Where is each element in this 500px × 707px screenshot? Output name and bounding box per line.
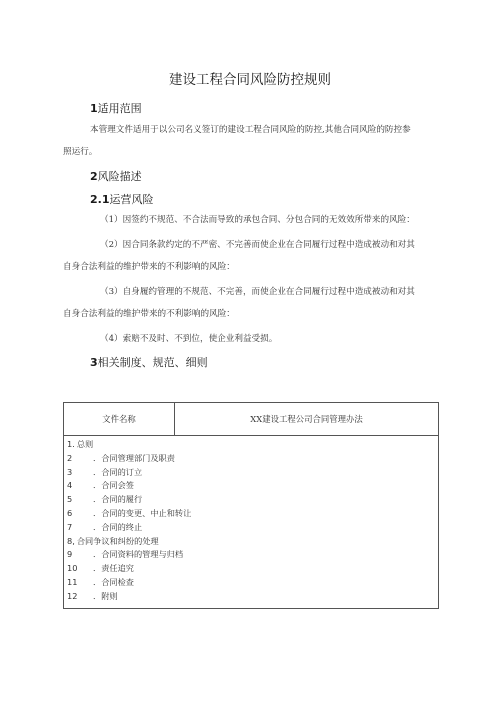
- list-item: [67, 466, 435, 480]
- item-number: 9: [67, 549, 73, 560]
- section-title: 风险描述: [97, 170, 142, 183]
- item-number: 12: [67, 590, 78, 601]
- list-item: [67, 507, 435, 521]
- section-title: 运营风险: [109, 193, 154, 206]
- section-2-1-heading: [90, 191, 154, 207]
- risk-item-3-line-2: 自身合法利益的维护带来的不利影响的风险：: [63, 309, 235, 319]
- scope-paragraph-line-1: 本管理文件适用于以公司名义签订的建设工程合同风险的防控,其他合同风险的防控参: [90, 125, 411, 135]
- list-item: [67, 438, 435, 452]
- item-text: ．附则: [93, 590, 118, 601]
- item-number: 8,: [67, 535, 75, 546]
- section-title: 相关制度、规范、细则: [97, 356, 208, 369]
- related-rules-table: [63, 402, 439, 609]
- item-number: 11: [67, 576, 78, 587]
- item-number: 3: [67, 466, 73, 477]
- table-body-row: [64, 436, 439, 609]
- section-3-heading: [90, 354, 208, 370]
- risk-item-4: （4）索赔不及时、不到位，使企业利益受损。: [100, 334, 278, 344]
- item-number: 1.: [67, 439, 75, 449]
- section-2-heading: [90, 168, 142, 184]
- risk-item-1: （1）因签约不规范、不合法而导致的承包合同、分包合同的无效效所带来的风险：: [100, 215, 415, 225]
- list-item: [67, 548, 435, 562]
- section-number: 2: [90, 170, 98, 183]
- item-text: ．合同会签: [93, 480, 134, 491]
- item-number: 4: [67, 480, 73, 491]
- item-text: ．合同的履行: [93, 494, 143, 505]
- section-number: 1: [90, 102, 98, 115]
- item-number: 2: [67, 452, 73, 463]
- item-text: ．合同检查: [93, 576, 134, 587]
- item-number: 10: [67, 563, 78, 574]
- section-number: 3: [90, 356, 98, 369]
- list-item: [67, 562, 435, 576]
- list-item: [67, 535, 435, 549]
- list-item: [67, 590, 435, 604]
- risk-item-2-line-2: 自身合法利益的维护带来的不利影响的风险：: [63, 262, 235, 272]
- list-item: [67, 493, 435, 507]
- scope-paragraph-line-2: 照运行。: [63, 147, 98, 157]
- item-text: ．合同管理部门及职责: [93, 452, 175, 463]
- item-text: 总则: [76, 439, 94, 449]
- list-item: [67, 452, 435, 466]
- document-title: 建设工程合同风险防控规则: [169, 72, 331, 88]
- section-number: 2.1: [90, 193, 110, 206]
- section-1-heading: [90, 100, 142, 116]
- list-item: [67, 521, 435, 535]
- item-number: 6: [67, 507, 73, 518]
- file-name-value: XX建设工程公司合同管理办法: [175, 403, 439, 436]
- list-item: [67, 576, 435, 590]
- item-text: ．责任追究: [93, 563, 134, 574]
- item-number: 7: [67, 521, 73, 532]
- item-text: ．合同资料的管理与归档: [93, 549, 184, 560]
- section-title: 适用范围: [97, 102, 142, 115]
- item-text: ．合同的变更、中止和转让: [93, 507, 192, 518]
- item-text: ．合同的订立: [93, 466, 143, 477]
- item-text: ．合同的终止: [93, 521, 143, 532]
- item-number: 5: [67, 494, 73, 505]
- item-text: 合同争议和纠纷的处理: [76, 535, 159, 546]
- table-header-row: [64, 403, 439, 436]
- list-item: [67, 479, 435, 493]
- file-name-label: 文件名称: [64, 403, 175, 436]
- risk-item-3-line-1: （3）自身履约管理的不规范、不完善，而使企业在合同履行过程中造成被动和对其: [100, 287, 415, 297]
- contents-cell: [64, 436, 439, 609]
- risk-item-2-line-1: （2）因合同条款约定的不严密、不完善而使企业在合同履行过程中造成被动和对其: [100, 240, 415, 250]
